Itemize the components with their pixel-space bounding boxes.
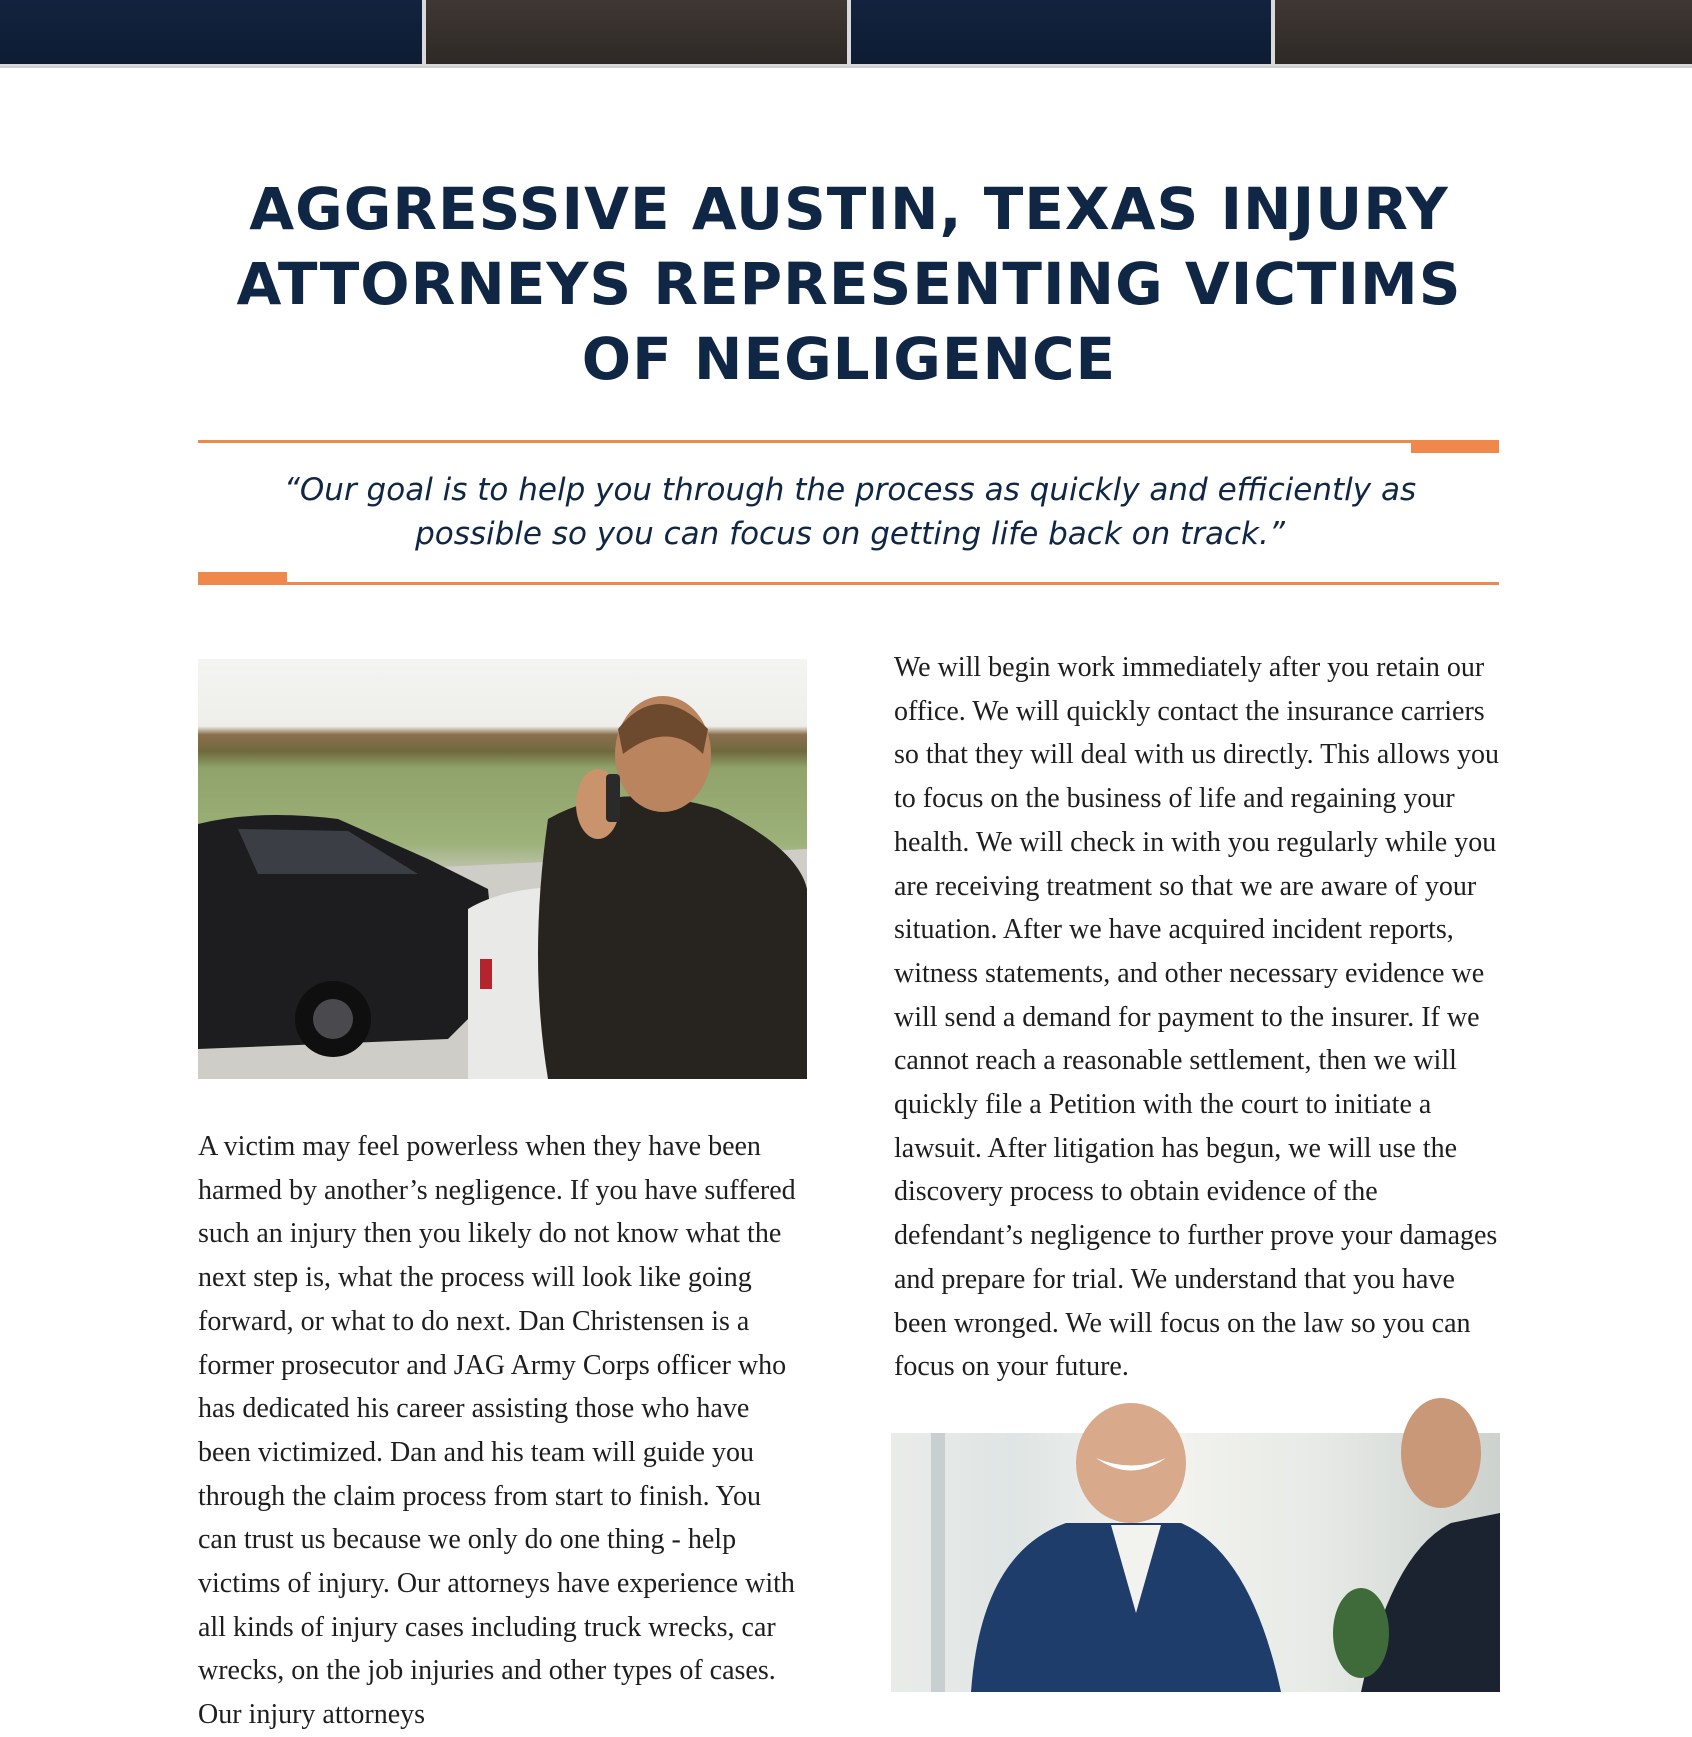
top-strip-tile[interactable] xyxy=(1275,0,1692,64)
quote-divider-top xyxy=(198,440,1499,443)
car-accident-photo xyxy=(198,659,807,1079)
attorney-meeting-photo xyxy=(891,1433,1500,1692)
quote-divider-bottom xyxy=(198,582,1499,585)
top-strip-tile[interactable] xyxy=(426,0,847,64)
quote-divider-accent xyxy=(1411,441,1499,453)
page-title: AGGRESSIVE AUSTIN, TEXAS INJURY ATTORNEYS REPRESENTING VICTIMS OF NEGLIGENCE xyxy=(236,175,1462,393)
top-image-strip xyxy=(0,0,1692,68)
pull-quote: “Our goal is to help you through the process as quickly and efficiently as possible so you can focus on getting life back on track.” xyxy=(283,472,1417,552)
attorney-meeting-illustration xyxy=(891,1433,1500,1692)
top-strip-tile[interactable] xyxy=(0,0,422,64)
top-strip-tile[interactable] xyxy=(851,0,1271,64)
left-column-text: A victim may feel powerless when they have been harmed by another’s negligence. If you have suffered such an injury then you likely do not know what the next step is, what the process will look like going forward, or what to do next. Dan Christensen is a former prosecutor and JAG Army Corps officer who has dedicated his career assisting those who have been victimized. Dan and his team will guide you through the claim process from start to finish. You can trust us because we only do one thing - help victims of injury. Our attorneys have experience with all kinds of injury cases including truck wrecks, car wrecks, on the job injuries and other types of cases. Our injury attorneys xyxy=(198,1131,796,1731)
right-column-text: We will begin work immediately after you retain our office. We will quickly contact the insurance carriers so that they will deal with us directly. This allows you to focus on the business of life and regaining your health. We will check in with you regularly while you are receiving treatment so that we are aware of your situation. After we have acquired incident reports, witness statements, and other necessary evidence we will send a demand for payment to the insurer. If we cannot reach a reasonable settlement, then we will quickly file a Petition with the court to initiate a lawsuit. After litigation has begun, we will use the discovery process to obtain evidence of the defendant’s negligence to further prove your damages and prepare for trial. We understand that you have been wronged. We will focus on the law so you can focus on your future. xyxy=(894,652,1500,1383)
car-accident-illustration xyxy=(198,659,807,1079)
